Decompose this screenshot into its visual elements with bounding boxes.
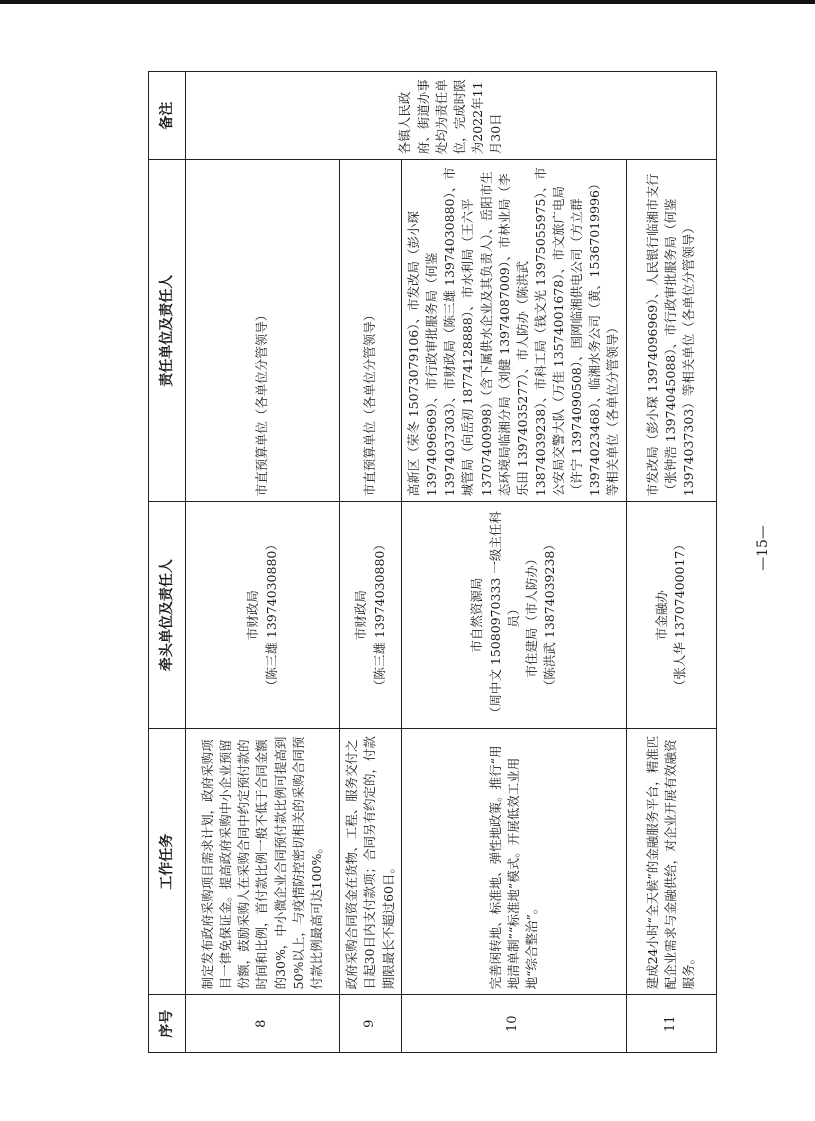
lead-cell: [186, 502, 340, 729]
task-cell: 完善闲转地、标准地、弹性地政策。推行“用地清单制”“标准地”模式。开展低效工业用地“综合整治”。: [402, 729, 627, 995]
remark-cell: [186, 72, 717, 160]
responsible-cell: 市直预算单位（各单位分管领导）: [340, 160, 402, 502]
lead-person: （周中文 15080970333 一级主任科员）: [487, 511, 521, 720]
rotated-page: [148, 71, 697, 1053]
row-number: 10: [402, 995, 627, 1053]
lead-person: （张人华 13707400017）: [672, 538, 687, 693]
scan-top-border: [0, 0, 815, 4]
lead-unit: 市自然资源局: [469, 577, 485, 653]
task-cell: 政府采购合同资金在货物、工程、服务交付之日起30日内支付款项；合同另有约定的，付款期限最长不超过60日。: [340, 729, 402, 995]
lead-unit: 市金融办: [653, 590, 669, 641]
table-row: [340, 72, 402, 1053]
header-remark: 备注: [149, 72, 186, 160]
header-no: 序号: [149, 995, 186, 1053]
row-number: 8: [186, 995, 340, 1053]
table-row: [626, 72, 716, 1053]
lead-person: （陈三雄 13974030880）: [263, 538, 279, 693]
lead-person-secondary: （陈洪武 13874039238）: [541, 538, 557, 693]
table-header-row: [149, 72, 186, 1053]
lead-unit-secondary: 市住建局（市人防办）: [523, 552, 539, 678]
lead-cell: [340, 502, 402, 729]
task-cell: 建成24小时“全天候”的金融服务平台，精准匹配企业需求与金融供给，对企业开展有效融资服务。: [626, 729, 716, 995]
responsible-cell: 市发改局（彭小琛 13974096969）、人民银行临湘市支行（张钟浩 13974045088）、市行政审批服务局（何鉴 13974037303）等相关单位（各单位分管领导）: [626, 160, 716, 502]
row-number: 9: [340, 995, 402, 1053]
header-lead: 牵头单位及责任人: [149, 502, 186, 729]
lead-cell: [402, 502, 627, 729]
table-row: [402, 72, 627, 1053]
task-cell: 制定发布政府采购项目需求计划，政府采购项目一律免保证金。提高政府采购中小企业预留份额，鼓励采购人在采购合同中约定预付款的时间和比例，首付款比例一般不低于合同金额的30%，中小微企业合同预付款比例可提高到50%以上，与疫情防控密切相关的采购合同预付款比例最高可达100%。: [186, 729, 340, 995]
lead-cell: [626, 502, 716, 729]
lead-unit: 市财政局: [353, 590, 369, 641]
remark-text: 各镇人民政府、街道办事处均为责任单位，完成时限为2022年11月30日: [397, 79, 503, 155]
header-responsible: 责任单位及责任人: [149, 160, 186, 502]
table-row: [186, 72, 340, 1053]
task-table: [148, 71, 717, 1053]
responsible-cell: 市直预算单位（各单位分管领导）: [186, 160, 340, 502]
row-number: 11: [626, 995, 716, 1053]
header-task: 工作任务: [149, 729, 186, 995]
lead-unit: 市财政局: [245, 590, 261, 641]
responsible-cell: 高新区（荣冬 15073079106）、市发改局（彭小琛 13974096969）、市行政审批服务局（何鉴 13974037303）、市财政局（陈三雄 13974030880）、市城管局（向岳初 18774128888）、市水利局（王六平 13707400998）（含下属供水企业及其负责人）、岳阳市生态环境局临湘分局（刘健 13974087009）、市林业局（李乐田 13974035277）、市人防办（陈洪武 13874039238）、市科工局（钱文光 13975055975）、市公安局交警大队（万佳 13574001678）、市文旅广电局（许宁 13974090508）、国网临湘供电公司（方立群 13974023468）、临湘水务公司（黄、15367019996）等相关单位（各单位分管领导）: [402, 160, 627, 502]
lead-person: （陈三雄 13974030880）: [371, 538, 387, 693]
page-number: —15—: [754, 525, 771, 571]
